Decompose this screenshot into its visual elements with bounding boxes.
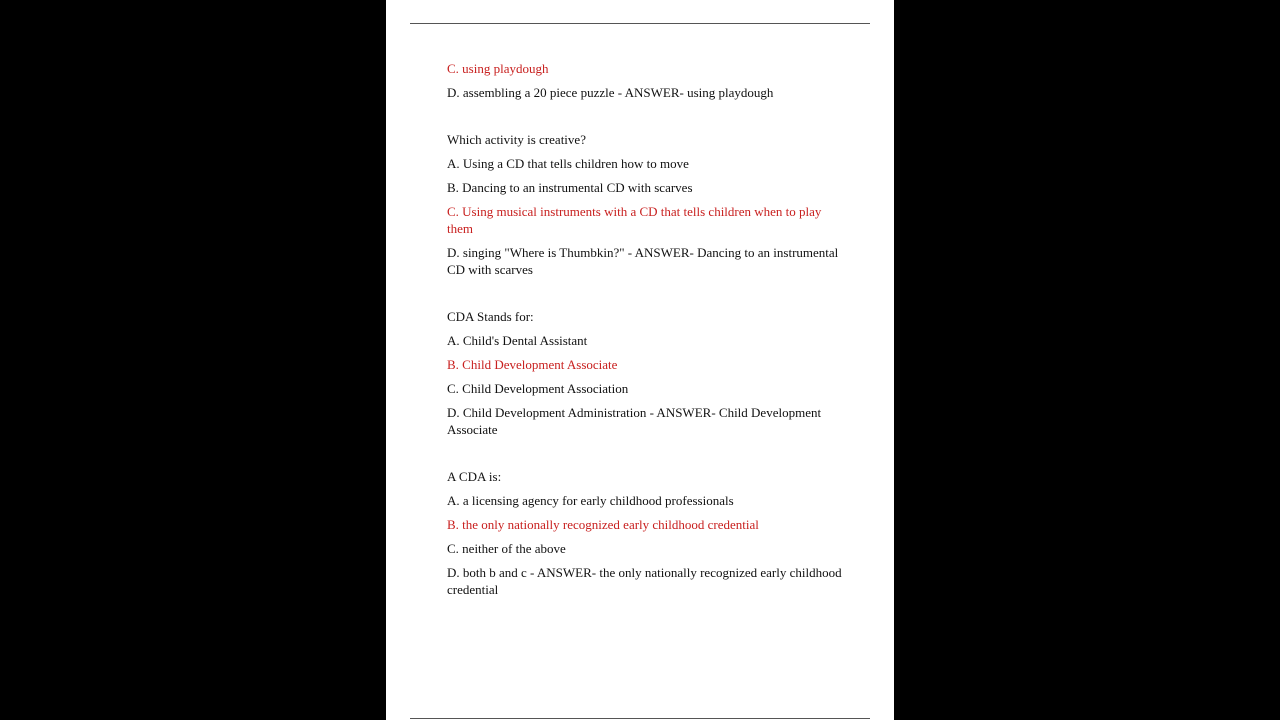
answer-option: D. singing "Where is Thumbkin?" - ANSWER- Dancing to an instrumental CD with scarves: [447, 245, 839, 277]
answer-option: A. Using a CD that tells children how to move: [447, 156, 689, 171]
answer-option: A. a licensing agency for early childhood professionals: [447, 493, 734, 508]
answer-option: C. using playdough: [447, 61, 549, 76]
question-block: [447, 468, 847, 598]
question-block: [447, 308, 847, 438]
answer-option: C. Using musical instruments with a CD that tells children when to play them: [447, 204, 822, 236]
answer-option: D. both b and c - ANSWER- the only nationally recognized early childhood credential: [447, 565, 842, 597]
question-text: A CDA is:: [447, 469, 502, 484]
answer-option: B. Dancing to an instrumental CD with scarves: [447, 180, 693, 195]
document-content: [447, 60, 847, 605]
question-block: [447, 131, 847, 278]
top-rule: [410, 23, 870, 24]
answer-option: D. assembling a 20 piece puzzle - ANSWER- using playdough: [447, 85, 774, 100]
answer-option: A. Child's Dental Assistant: [447, 333, 588, 348]
bottom-rule: [410, 718, 870, 719]
document-page: [386, 0, 894, 720]
answer-option: C. Child Development Association: [447, 381, 629, 396]
question-text: Which activity is creative?: [447, 132, 586, 147]
answer-option: B. the only nationally recognized early childhood credential: [447, 517, 759, 532]
question-block: [447, 60, 847, 101]
answer-option: D. Child Development Administration - ANSWER- Child Development Associate: [447, 405, 822, 437]
question-text: CDA Stands for:: [447, 309, 534, 324]
answer-option: B. Child Development Associate: [447, 357, 618, 372]
answer-option: C. neither of the above: [447, 541, 566, 556]
